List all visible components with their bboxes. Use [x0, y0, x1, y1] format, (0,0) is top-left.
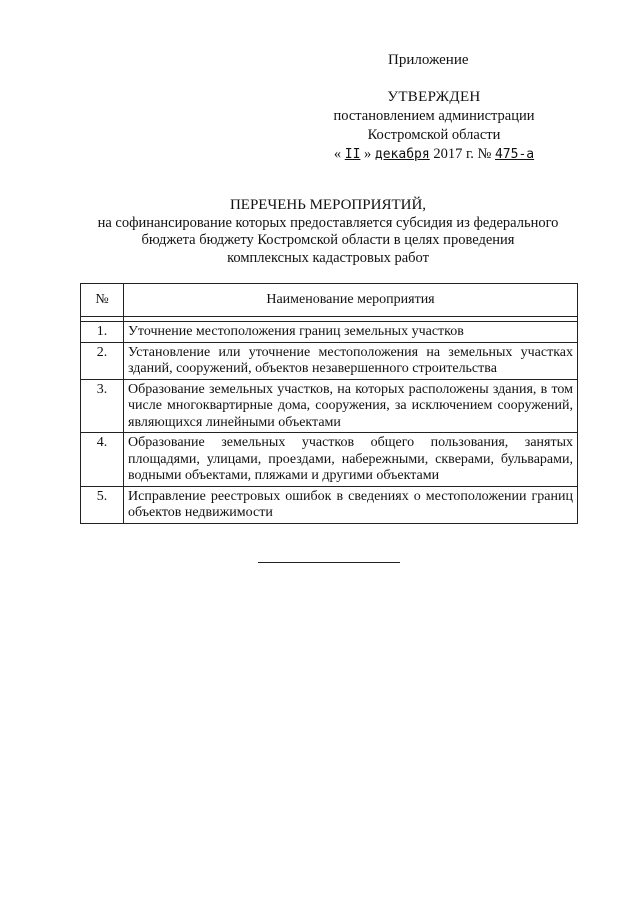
appendix-label: Приложение	[388, 52, 469, 68]
date-quote-open: «	[333, 146, 342, 162]
events-table	[80, 283, 578, 524]
row-number: 1.	[81, 322, 124, 343]
title-line-2: бюджета бюджету Костромской области в целях проведения	[141, 232, 515, 248]
table-row	[81, 433, 578, 487]
row-number: 2.	[81, 342, 124, 379]
date-day: II	[344, 147, 361, 162]
region-line: Костромской области	[367, 127, 501, 143]
table-row	[81, 379, 578, 433]
title-heading: ПЕРЕЧЕНЬ МЕРОПРИЯТИЙ,	[229, 197, 427, 213]
closing-line	[258, 562, 400, 563]
row-event-name: Образование земельных участков, на которых расположены здания, в том числе многоквартирные дома, сооружения, за исключением сооружений, являющихся линейными объектами	[124, 379, 578, 433]
number-sign: №	[477, 146, 492, 162]
approved-heading: УТВЕРЖДЕН	[387, 89, 481, 105]
document-title	[80, 197, 576, 267]
table-header-row	[81, 284, 578, 317]
date-number-line	[300, 145, 568, 164]
table-row	[81, 342, 578, 379]
date-quote-close: »	[364, 146, 372, 162]
row-number: 4.	[81, 433, 124, 487]
decree-line: постановлением администрации	[333, 108, 535, 124]
row-event-name: Образование земельных участков общего пользования, занятых площадями, улицами, проездами, набережными, скверами, бульварами, водными объектами, пляжами и другими объектами	[124, 433, 578, 487]
row-event-name: Исправление реестровых ошибок в сведениях о местоположении границ объектов недвижимости	[124, 486, 578, 523]
table-row	[81, 322, 578, 343]
approval-block	[300, 88, 568, 164]
title-line-1: на софинансирование которых предоставляется субсидия из федерального	[97, 214, 559, 231]
decree-number: 475-а	[494, 147, 535, 162]
table-row	[81, 486, 578, 523]
row-event-name: Уточнение местоположения границ земельных участков	[124, 322, 578, 343]
column-header-name: Наименование мероприятия	[124, 284, 578, 317]
column-header-number: №	[81, 284, 124, 317]
row-event-name: Установление или уточнение местоположения на земельных участках зданий, сооружений, объектов незавершенного строительства	[124, 342, 578, 379]
row-number: 5.	[81, 486, 124, 523]
date-month: декабря	[374, 147, 430, 162]
date-year: 2017 г.	[433, 146, 474, 162]
title-line-3: комплексных кадастровых работ	[227, 249, 429, 266]
row-number: 3.	[81, 379, 124, 433]
